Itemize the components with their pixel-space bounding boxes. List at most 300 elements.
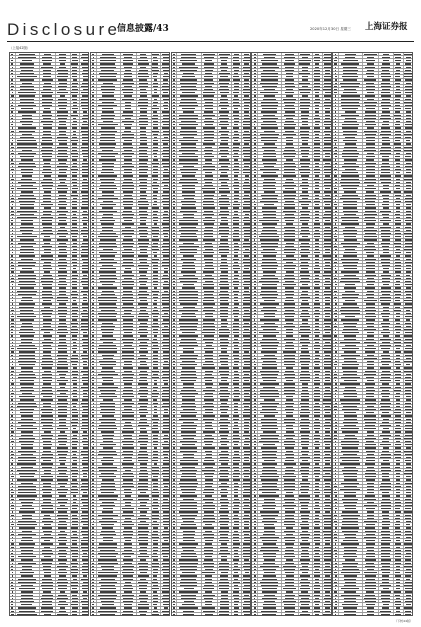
table-cell-text	[173, 207, 175, 208]
table-cell-text	[122, 252, 133, 253]
table-cell-text	[140, 361, 146, 362]
table-cell-text	[164, 383, 169, 384]
table-cell-text	[284, 217, 296, 218]
table-cell-text	[154, 99, 158, 100]
table-cell-text	[11, 153, 13, 154]
table-cell-text	[43, 111, 51, 112]
table-cell-text	[323, 470, 331, 471]
table-cell-text	[123, 390, 132, 391]
table-cell-text	[124, 591, 133, 592]
table-cell-text	[244, 534, 249, 535]
table-cell-text	[98, 595, 117, 596]
table-cell-text	[301, 473, 309, 474]
table-cell-text	[315, 489, 319, 490]
table-cell-text	[12, 467, 14, 468]
table-cell-text	[59, 252, 67, 253]
table-cell-text	[233, 431, 239, 432]
table-cell-text	[301, 486, 310, 487]
table-cell-text	[44, 163, 51, 164]
table-cell-text	[243, 316, 251, 317]
table-cell-text	[325, 374, 330, 375]
table-cell-text	[73, 383, 77, 384]
table-cell-text	[11, 415, 13, 416]
table-cell-text	[220, 601, 229, 602]
table-cell-text	[254, 406, 256, 407]
table-cell-text	[11, 79, 13, 80]
table-cell-text	[254, 399, 256, 400]
table-cell-text	[99, 143, 116, 144]
table-cell-text	[314, 563, 319, 564]
table-cell-text	[124, 159, 133, 160]
table-cell-text	[138, 383, 148, 384]
table-cell-text	[125, 127, 131, 128]
table-cell-text	[335, 54, 337, 55]
table-cell-text	[41, 259, 52, 260]
table-cell-text	[173, 396, 175, 397]
table-cell-text	[123, 143, 132, 144]
table-cell-text	[233, 204, 240, 205]
table-cell-text	[234, 246, 239, 247]
table-cell-text	[254, 502, 256, 503]
table-cell-text	[140, 387, 147, 388]
table-cell-text	[179, 291, 198, 292]
table-cell-text	[73, 214, 77, 215]
table-cell-text	[244, 521, 249, 522]
table-cell-text	[41, 585, 54, 586]
table-cell-text	[395, 60, 401, 61]
table-cell-text	[324, 284, 332, 285]
table-cell-text	[406, 60, 411, 61]
table-cell-text	[122, 83, 135, 84]
table-cell-text	[123, 588, 133, 589]
table-cell-text	[315, 111, 319, 112]
table-cell-text	[219, 163, 230, 164]
table-cell-text	[315, 265, 320, 266]
table-cell-text	[254, 156, 256, 157]
table-cell-text	[244, 163, 250, 164]
table-cell-text	[263, 99, 276, 100]
table-cell-text	[72, 275, 78, 276]
table-cell-text	[173, 515, 175, 516]
table-cell-text	[261, 118, 278, 119]
table-cell-text	[324, 230, 332, 231]
table-cell-text	[152, 118, 158, 119]
table-cell-text	[173, 358, 174, 359]
table-cell-text	[323, 399, 331, 400]
table-cell-text	[72, 316, 78, 317]
table-cell-text	[153, 268, 159, 269]
table-cell-text	[72, 409, 76, 410]
table-cell-text	[264, 191, 274, 192]
table-cell-text	[405, 63, 411, 64]
table-cell-text	[221, 220, 228, 221]
table-cell-text	[57, 233, 68, 234]
table-cell-text	[43, 118, 51, 119]
table-cell-text	[164, 137, 168, 138]
table-cell-text	[11, 614, 13, 615]
table-cell-text	[153, 310, 157, 311]
table-cell-text	[124, 361, 132, 362]
table-cell-text	[173, 476, 175, 477]
table-cell-text	[261, 111, 277, 112]
table-cell-text	[220, 115, 227, 116]
table-cell-text	[100, 179, 115, 180]
table-cell-text	[219, 460, 229, 461]
table-cell-text	[300, 582, 310, 583]
table-cell-text	[179, 511, 198, 512]
table-cell-text	[302, 540, 308, 541]
table-cell-text	[154, 380, 158, 381]
table-cell-text	[12, 217, 14, 218]
table-cell-text	[59, 179, 66, 180]
table-cell-text	[21, 191, 33, 192]
table-cell-text	[140, 284, 146, 285]
table-cell-text	[58, 361, 68, 362]
table-cell-text	[82, 220, 88, 221]
table-cell-text	[139, 566, 148, 567]
table-cell-text	[315, 105, 319, 106]
table-cell-text	[314, 153, 320, 154]
table-cell-text	[92, 335, 94, 336]
table-cell-text	[101, 182, 114, 183]
table-cell-text	[180, 377, 197, 378]
table-cell-text	[254, 172, 256, 173]
table-cell-text	[92, 540, 94, 541]
table-cell-text	[244, 201, 250, 202]
table-cell-text	[82, 268, 88, 269]
table-cell-text	[324, 294, 331, 295]
table-cell-text	[72, 147, 78, 148]
table-cell-text	[123, 559, 133, 560]
table-cell-text	[315, 108, 319, 109]
table-cell-text	[254, 179, 256, 180]
table-cell-text	[138, 454, 148, 455]
table-cell-text	[254, 329, 255, 330]
table-cell-text	[205, 108, 214, 109]
table-cell-text	[162, 431, 170, 432]
table-cell-text	[92, 172, 94, 173]
table-cell-text	[99, 131, 117, 132]
table-cell-text	[43, 275, 52, 276]
table-cell-text	[221, 95, 227, 96]
table-cell-text	[11, 214, 13, 215]
table-cell-text	[152, 537, 159, 538]
table-cell-text	[12, 287, 13, 288]
table-cell-text	[204, 515, 214, 516]
table-cell-text	[286, 73, 293, 74]
table-cell-text	[203, 339, 214, 340]
table-cell-text	[41, 67, 53, 68]
table-cell-text	[220, 223, 227, 224]
table-cell-text	[203, 611, 215, 612]
table-cell-text	[301, 255, 308, 256]
table-cell-text	[221, 377, 228, 378]
table-cell-text	[173, 572, 174, 573]
table-cell-text	[254, 607, 256, 608]
table-cell-text	[163, 559, 169, 560]
table-cell-text	[203, 239, 215, 240]
table-cell-text	[58, 579, 67, 580]
table-cell-text	[154, 607, 158, 608]
table-cell-text	[300, 99, 310, 100]
table-cell-text	[173, 316, 175, 317]
table-cell-text	[152, 588, 159, 589]
table-cell-text	[122, 166, 135, 167]
table-cell-text	[72, 371, 78, 372]
table-cell-text	[244, 268, 249, 269]
table-cell-text	[20, 67, 34, 68]
table-cell-text	[72, 553, 78, 554]
table-cell-text	[58, 185, 66, 186]
table-cell-text	[162, 95, 170, 96]
table-cell-text	[234, 492, 238, 493]
table-cell-text	[233, 268, 240, 269]
table-cell-text	[315, 198, 319, 199]
table-cell-text	[302, 479, 308, 480]
table-cell-text	[92, 54, 94, 55]
table-cell-text	[139, 214, 148, 215]
table-cell-text	[140, 108, 147, 109]
table-cell-text	[11, 326, 13, 327]
table-cell-text	[153, 60, 159, 61]
table-cell-text	[42, 60, 52, 61]
table-cell-text	[72, 67, 77, 68]
table-cell-text	[12, 563, 14, 564]
table-cell-text	[81, 329, 88, 330]
table-cell-text	[261, 79, 278, 80]
table-cell-text	[163, 428, 169, 429]
table-cell-text	[234, 614, 239, 615]
table-cell-text	[219, 179, 229, 180]
table-cell-text	[204, 348, 214, 349]
table-cell-text	[43, 323, 51, 324]
table-cell-text	[152, 239, 158, 240]
table-cell-text	[203, 326, 215, 327]
table-cell-text	[57, 390, 68, 391]
table-cell-text	[59, 335, 65, 336]
table-cell-text	[301, 153, 309, 154]
table-cell-text	[180, 486, 197, 487]
table-cell-text	[301, 467, 310, 468]
table-cell-text	[173, 265, 175, 266]
table-cell-text	[243, 76, 251, 77]
table-cell-text	[302, 143, 308, 144]
table-cell-text	[12, 339, 14, 340]
table-cell-text	[99, 211, 117, 212]
table-cell-text	[220, 211, 229, 212]
table-cell-text	[18, 579, 37, 580]
table-cell-text	[92, 591, 94, 592]
table-cell-text	[82, 188, 88, 189]
table-cell-text	[324, 179, 331, 180]
table-cell-text	[220, 300, 228, 301]
table-cell-text	[300, 134, 309, 135]
table-cell-text	[72, 252, 77, 253]
table-cell-text	[325, 483, 329, 484]
table-cell-text	[262, 348, 278, 349]
table-cell-text	[59, 569, 66, 570]
table-cell-text	[260, 201, 278, 202]
table-cell-text	[153, 76, 157, 77]
table-cell-text	[324, 310, 330, 311]
table-cell-text	[243, 345, 251, 346]
table-cell-text	[12, 527, 13, 528]
table-cell-text	[243, 246, 251, 247]
table-cell-text	[81, 499, 89, 500]
table-cell-text	[153, 115, 158, 116]
table-cell-text	[11, 515, 13, 516]
table-cell-text	[140, 111, 147, 112]
table-cell-text	[153, 121, 159, 122]
table-cell-text	[18, 521, 37, 522]
table-cell-text	[396, 63, 400, 64]
table-cell-text	[124, 556, 131, 557]
table-cell-text	[325, 486, 330, 487]
table-cell-text	[301, 563, 309, 564]
table-cell-text	[92, 543, 94, 544]
table-cell-text	[315, 137, 319, 138]
table-cell-text	[314, 444, 320, 445]
table-cell-text	[302, 188, 309, 189]
table-cell-text	[58, 527, 67, 528]
table-cell-text	[124, 67, 132, 68]
table-cell-text	[21, 502, 33, 503]
table-cell-text	[123, 303, 132, 304]
table-cell-text	[180, 60, 196, 61]
table-cell-text	[173, 335, 175, 336]
table-cell-text	[21, 223, 33, 224]
table-cell-text	[57, 211, 68, 212]
table-cell-text	[11, 553, 13, 554]
table-cell-text	[263, 188, 276, 189]
table-cell-text	[300, 131, 309, 132]
table-cell-text	[11, 223, 13, 224]
table-cell-text	[71, 572, 78, 573]
table-cell-text	[173, 444, 176, 445]
table-cell-text	[284, 127, 295, 128]
table-cell-text	[254, 483, 256, 484]
table-cell-text	[82, 470, 89, 471]
table-cell-text	[234, 211, 238, 212]
table-cell-text	[92, 345, 94, 346]
table-cell-text	[219, 329, 229, 330]
table-cell-text	[233, 326, 239, 327]
table-cell-text	[98, 313, 117, 314]
table-cell-text	[58, 406, 68, 407]
table-cell-text	[324, 124, 331, 125]
table-cell-text	[122, 476, 133, 477]
table-cell-text	[122, 297, 133, 298]
table-cell-text	[92, 326, 94, 327]
table-cell-text	[153, 294, 158, 295]
table-cell-text	[82, 435, 88, 436]
table-cell-text	[12, 230, 13, 231]
table-cell-text	[300, 108, 309, 109]
table-cell-text	[58, 230, 67, 231]
table-cell-text	[284, 355, 295, 356]
table-cell-text	[243, 566, 250, 567]
table-cell-text	[300, 342, 310, 343]
table-cell-text	[18, 582, 36, 583]
table-cell-text	[72, 217, 77, 218]
table-cell-text	[93, 406, 94, 407]
table-cell-text	[234, 390, 239, 391]
table-row	[91, 613, 169, 616]
table-cell-text	[138, 425, 149, 426]
table-cell-text	[234, 175, 238, 176]
table-cell-text	[152, 175, 158, 176]
table-cell-text	[152, 313, 159, 314]
table-cell-text	[100, 76, 116, 77]
table-cell-text	[173, 236, 175, 237]
table-cell-text	[234, 172, 239, 173]
table-cell-text	[245, 179, 249, 180]
table-cell-text	[42, 79, 53, 80]
table-cell-text	[71, 195, 78, 196]
table-cell-text	[325, 611, 330, 612]
table-cell-text	[100, 255, 115, 256]
table-cell-text	[286, 591, 294, 592]
table-cell-text	[163, 454, 168, 455]
table-cell-text	[72, 364, 76, 365]
table-cell-text	[162, 329, 170, 330]
table-cell-text	[244, 374, 249, 375]
table-cell-text	[284, 278, 295, 279]
table-cell-text	[219, 147, 230, 148]
table-cell-text	[204, 131, 214, 132]
table-cell-text	[138, 489, 148, 490]
table-cell-text	[173, 383, 174, 384]
table-cell-text	[300, 358, 310, 359]
table-cell-text	[20, 335, 34, 336]
table-cell-text	[92, 486, 94, 487]
table-cell-text	[243, 89, 250, 90]
table-cell-text	[153, 457, 158, 458]
table-cell-text	[92, 348, 94, 349]
table-cell-text	[98, 575, 117, 576]
table-cell-text	[11, 454, 13, 455]
table-cell-text	[301, 444, 309, 445]
table-cell-text	[22, 323, 32, 324]
table-cell-text	[285, 553, 294, 554]
table-cell-text	[92, 79, 93, 80]
table-cell-text	[125, 582, 132, 583]
table-cell-text	[220, 358, 229, 359]
table-cell-text	[11, 601, 13, 602]
masthead	[7, 20, 414, 42]
table-cell-text	[173, 227, 174, 228]
table-cell-text	[73, 249, 77, 250]
table-cell-text	[42, 57, 52, 58]
table-cell-text	[92, 307, 94, 308]
table-cell-text	[315, 294, 319, 295]
table-cell-text	[286, 95, 292, 96]
table-cell-text	[57, 166, 68, 167]
table-cell-text	[58, 467, 67, 468]
table-cell-text	[162, 342, 169, 343]
table-cell-text	[140, 447, 147, 448]
table-cell-text	[82, 534, 89, 535]
table-cell-text	[180, 358, 198, 359]
table-cell-text	[233, 393, 240, 394]
table-cell-text	[72, 99, 76, 100]
table-cell-text	[315, 175, 319, 176]
table-cell-text	[82, 502, 88, 503]
table-cell-text	[11, 201, 14, 202]
table-cell-text	[181, 99, 196, 100]
table-cell-text	[41, 457, 53, 458]
table-cell-text	[234, 230, 239, 231]
